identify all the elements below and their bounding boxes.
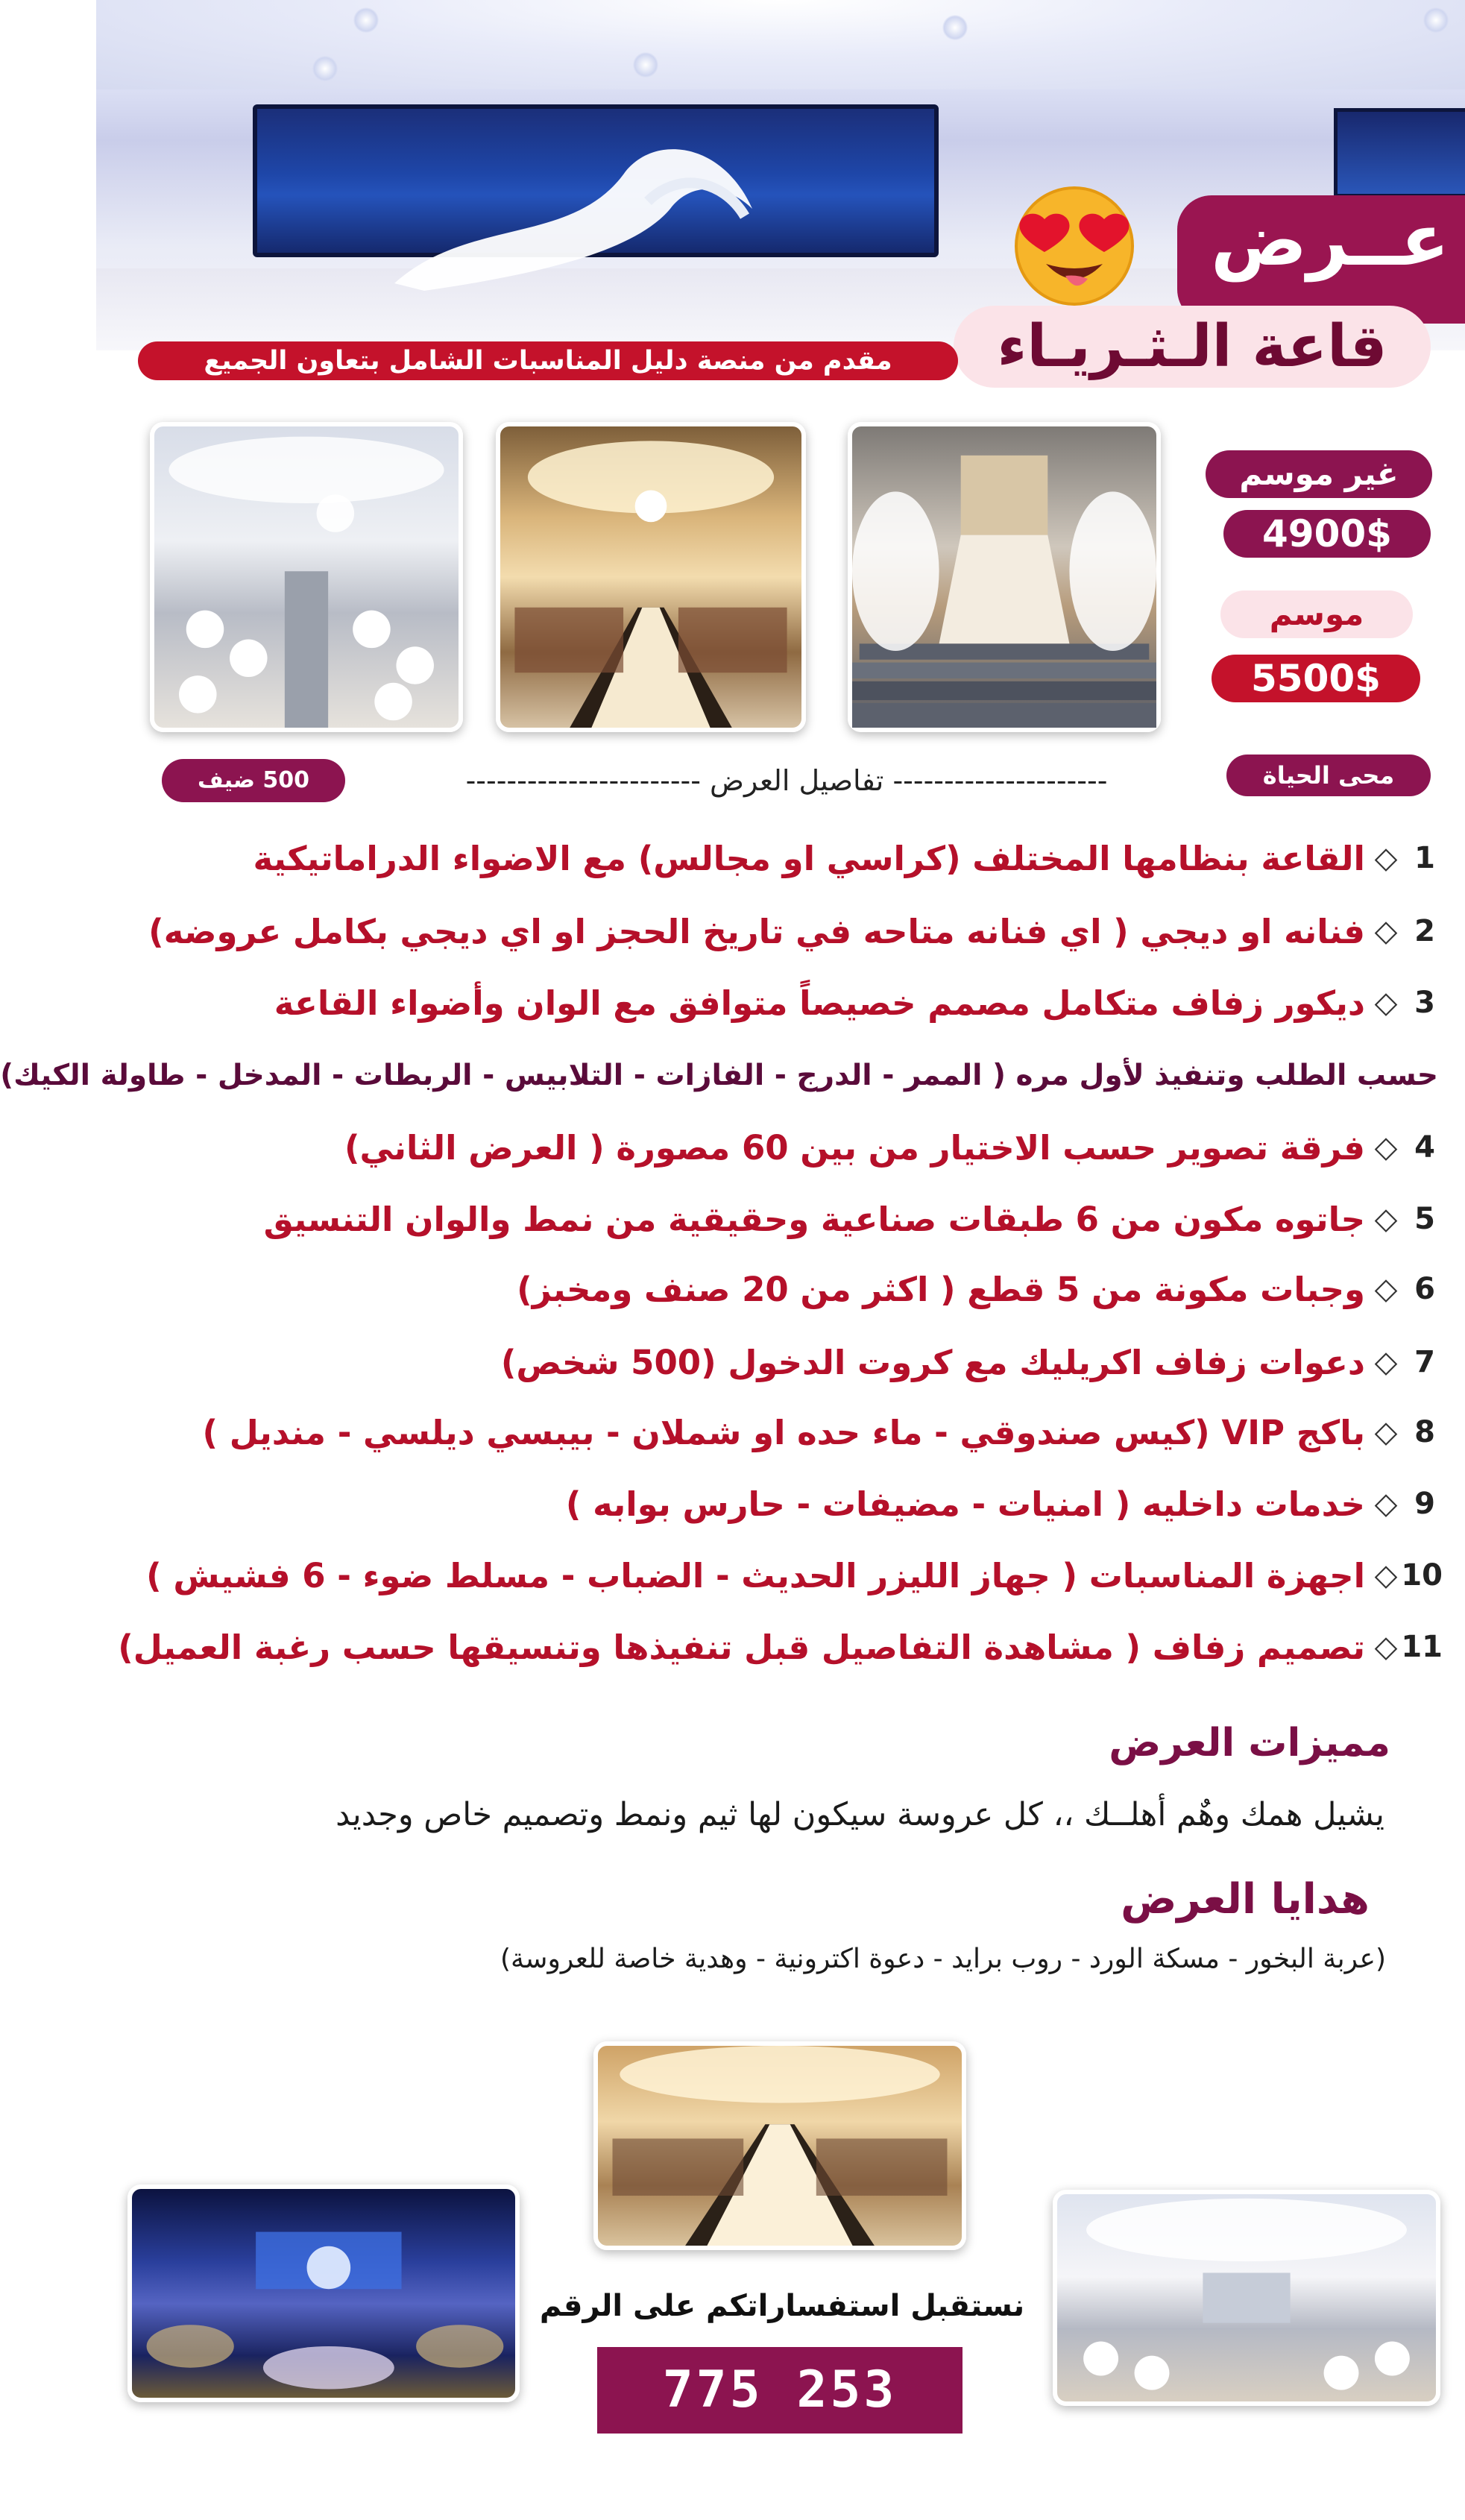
gifts-heading: هدايا العرض bbox=[1121, 1875, 1370, 1924]
off-season-price: 4900$ bbox=[1223, 510, 1431, 558]
offer-title: عــرض bbox=[1210, 198, 1450, 282]
item-number: 1 bbox=[1414, 841, 1435, 875]
item-text: فرقة تصوير حسب الاختيار من بين 60 مصورة ( العرض الثاني) bbox=[344, 1127, 1365, 1168]
item-text: ديكور زفاف متكامل مصمم خصيصاً متوافق مع الوان وأضواء القاعة bbox=[274, 983, 1365, 1023]
chandelier-icon bbox=[312, 56, 338, 81]
heart-eyes-emoji-icon bbox=[1007, 176, 1141, 310]
season-label: موسم bbox=[1220, 590, 1413, 638]
item-number: 9 bbox=[1414, 1487, 1435, 1521]
diamond-bullet-icon: ◇ bbox=[1374, 1630, 1398, 1664]
item-number: 8 bbox=[1414, 1415, 1435, 1449]
diamond-bullet-icon: ◇ bbox=[1374, 986, 1398, 1020]
season-price: 5500$ bbox=[1212, 655, 1420, 702]
offer-item bbox=[101, 1618, 1443, 1676]
off-season-label: غير موسم bbox=[1206, 450, 1432, 498]
hall-photo-scene bbox=[598, 2046, 962, 2246]
phone-number[interactable]: 775 253 244 bbox=[597, 2347, 963, 2434]
item-number: 7 bbox=[1414, 1345, 1435, 1379]
diamond-bullet-icon: ◇ bbox=[1374, 841, 1398, 875]
offer-item bbox=[101, 1333, 1443, 1391]
hall-photo-scene bbox=[132, 2189, 515, 2398]
item-number: 2 bbox=[1414, 914, 1435, 948]
chandelier-icon bbox=[1423, 7, 1449, 33]
hall-photo-scene bbox=[1057, 2194, 1436, 2401]
item-number: 10 bbox=[1401, 1558, 1443, 1593]
offer-item bbox=[101, 1475, 1443, 1533]
chandelier-icon bbox=[353, 7, 379, 33]
item-text: فنانه او ديجي ( اي فنانه متاحه في تاريخ الحجز او اي ديجي بكامل عروضه) bbox=[148, 911, 1365, 951]
offer-item bbox=[101, 902, 1443, 960]
gifts-text: (عربة البخور - مسكة الورد - روب برايد - دعوة اكترونية - وهدية خاصة للعروسة) bbox=[500, 1944, 1386, 1974]
item-text: باكج VIP (كيس صندوقي - ماء حده او شملان - بيبسي ديلسي - منديل ) bbox=[202, 1412, 1365, 1452]
inquiry-text: نستقبل استفساراتكم على الرقم bbox=[539, 2289, 1025, 2323]
hall-photo-staircase bbox=[848, 422, 1161, 732]
hall-photo-walkway bbox=[593, 2041, 966, 2250]
item-text: دعوات زفاف اكريليك مع كروت الدخول (500 شخص) bbox=[500, 1342, 1365, 1382]
hero-side-screen bbox=[1334, 108, 1465, 198]
item-number: 6 bbox=[1414, 1272, 1435, 1306]
item-text: خدمات داخليه ( امنيات - مضيفات - حارس بوابه ) bbox=[565, 1484, 1365, 1524]
guests-badge: 500 ضيف bbox=[162, 759, 345, 802]
diamond-bullet-icon: ◇ bbox=[1374, 1345, 1398, 1379]
features-text: يشيل همك وهٌم أهلــك ،، كل عروسة سيكون لها ثيم ونمط وتصميم خاص وجديد bbox=[335, 1796, 1384, 1833]
offer-item bbox=[101, 829, 1443, 887]
hall-photo-scene bbox=[500, 426, 801, 728]
diamond-bullet-icon: ◇ bbox=[1374, 1415, 1398, 1449]
hall-photo-golden bbox=[496, 422, 806, 732]
subtitle-bar: مقدم من منصة دليل المناسبات الشامل بتعاون الجميع bbox=[138, 341, 958, 380]
hall-photo-bright bbox=[1053, 2190, 1440, 2406]
hall-photo-white-tables bbox=[150, 422, 463, 732]
offer-item bbox=[101, 1546, 1443, 1604]
item3-sub-details: حسب الطلب وتنفيذ لأول مره ( الممر - الدرج - الفازات - التلابيس - الربطات - المدخل - طاولة الكيك) bbox=[0, 1059, 1438, 1092]
item-text: اجهزة المناسبات ( جهاز الليزر الحديث - الضباب - مسلط ضوء - 6 فشيش ) bbox=[146, 1555, 1365, 1596]
item-number: 3 bbox=[1414, 986, 1435, 1020]
chandelier-icon bbox=[942, 15, 968, 40]
diamond-bullet-icon: ◇ bbox=[1374, 1558, 1398, 1593]
item-number: 5 bbox=[1414, 1202, 1435, 1236]
item-number: 4 bbox=[1414, 1130, 1435, 1165]
features-heading: مميزات العرض bbox=[1109, 1721, 1390, 1765]
item-text: القاعة بنظامها المختلف (كراسي او مجالس) مع الاضواء الدراماتيكية bbox=[253, 838, 1365, 878]
diamond-bullet-icon: ◇ bbox=[1374, 1202, 1398, 1236]
hall-name: قاعة الـثـريـاء bbox=[997, 313, 1387, 380]
offer-item bbox=[101, 1190, 1443, 1248]
diamond-bullet-icon: ◇ bbox=[1374, 1487, 1398, 1521]
offer-details-title: --------------------- تفاصيل العرض ----------------------- bbox=[465, 764, 1108, 797]
diamond-bullet-icon: ◇ bbox=[1374, 1272, 1398, 1306]
chandelier-icon bbox=[633, 52, 658, 78]
item-number: 11 bbox=[1401, 1630, 1443, 1664]
diamond-bullet-icon: ◇ bbox=[1374, 1130, 1398, 1165]
hero-ceiling bbox=[96, 0, 1465, 89]
lifetime-badge: محى الحياة bbox=[1226, 755, 1431, 796]
offer-item bbox=[101, 1403, 1443, 1461]
offer-item bbox=[101, 974, 1443, 1032]
offer-item bbox=[101, 1118, 1443, 1176]
item-text: تصميم زفاف ( مشاهدة التفاصيل قبل تنفيذها وتنسيقها حسب رغبة العميل) bbox=[118, 1627, 1365, 1667]
hall-photo-blue-lights bbox=[127, 2184, 520, 2402]
floral-arch-decoration bbox=[379, 127, 767, 298]
diamond-bullet-icon: ◇ bbox=[1374, 914, 1398, 948]
hall-photo-scene bbox=[154, 426, 459, 728]
item-text: جاتوه مكون من 6 طبقات صناعية وحقيقية من نمط والوان التنسيق bbox=[263, 1199, 1365, 1239]
item-text: وجبات مكونة من 5 قطع ( اكثر من 20 صنف ومخبز) bbox=[517, 1269, 1365, 1309]
hall-photo-scene bbox=[852, 426, 1156, 728]
offer-item bbox=[101, 1260, 1443, 1318]
